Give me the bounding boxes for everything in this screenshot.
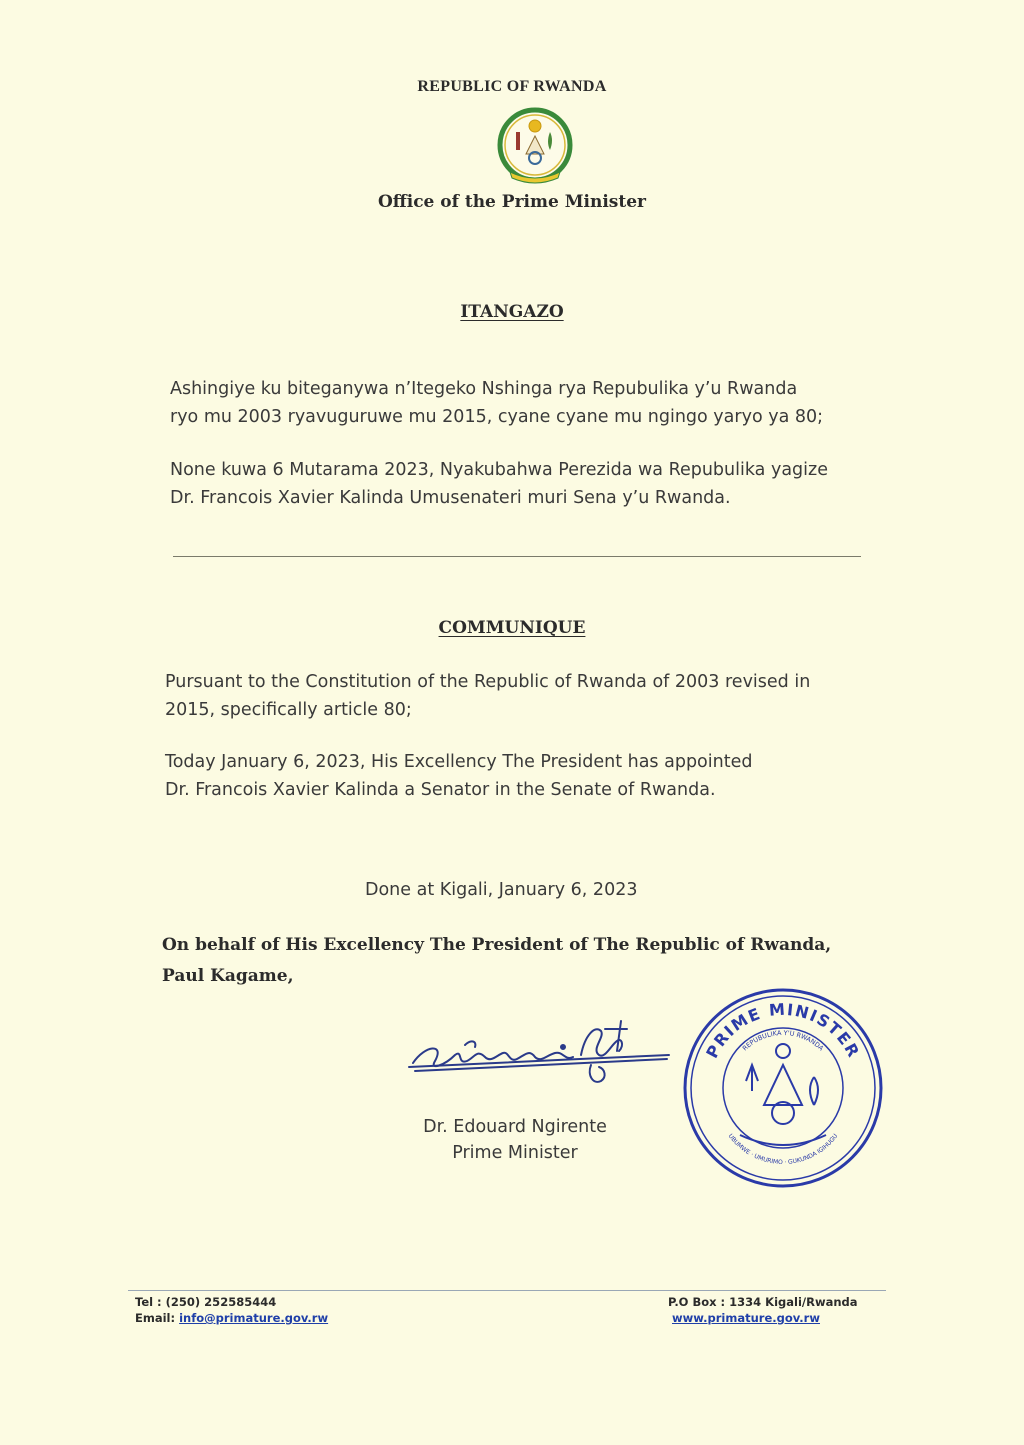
footer-email-line — [135, 1310, 328, 1326]
footer-website-link[interactable]: www.primature.gov.rw — [672, 1311, 820, 1325]
itangazo-paragraph-1 — [170, 375, 900, 431]
section-divider — [173, 556, 861, 557]
text-line: Ashingiye ku biteganywa n’Itegeko Nshinga rya Repubulika y’u Rwanda — [170, 379, 798, 399]
footer-email-link[interactable]: info@primature.gov.rw — [179, 1311, 329, 1325]
itangazo-paragraph-2 — [170, 456, 900, 512]
on-behalf-block — [162, 930, 902, 992]
text-line: Dr. Francois Xavier Kalinda a Senator in the Senate of Rwanda. — [165, 780, 716, 800]
itangazo-heading: ITANGAZO — [460, 302, 564, 322]
footer-address — [668, 1294, 858, 1326]
footer-email-label: Email: — [135, 1311, 180, 1325]
signature-icon — [405, 1005, 675, 1100]
text-line: None kuwa 6 Mutarama 2023, Nyakubahwa Perezida wa Repubulika yagize — [170, 460, 828, 480]
footer-tel: Tel : (250) 252585444 — [135, 1295, 277, 1309]
text-line: Dr. Francois Xavier Kalinda Umusenateri muri Sena y’u Rwanda. — [170, 488, 731, 508]
stamp-emblem-icon — [740, 1044, 826, 1145]
stamp-top-text: PRIME MINISTER — [702, 999, 864, 1062]
text-line: Pursuant to the Constitution of the Republic of Rwanda of 2003 revised in — [165, 672, 811, 692]
stamp-bottom-text: UBUMWE · UMURIMO · GUKUNDA IGIHUGU — [726, 1132, 840, 1167]
text-line: 2015, specifically article 80; — [165, 700, 412, 720]
text-line: Paul Kagame, — [162, 966, 294, 986]
signer-title: Prime Minister — [452, 1143, 578, 1163]
country-name: REPUBLIC OF RWANDA — [417, 78, 607, 95]
svg-text:REPUBULIKA Y'U RWANDA — [741, 1029, 826, 1053]
stamp-inner-text: REPUBULIKA Y'U RWANDA — [740, 1028, 826, 1053]
svg-text:UBUMWE · UMURIMO · GUKUNDA IGI — [727, 1133, 840, 1166]
communique-paragraph-2 — [165, 748, 895, 804]
done-at-line: Done at Kigali, January 6, 2023 — [365, 880, 638, 900]
footer-po-box: P.O Box : 1334 Kigali/Rwanda — [668, 1295, 858, 1309]
footer-divider — [128, 1290, 886, 1291]
communique-paragraph-1 — [165, 668, 895, 724]
official-stamp — [680, 985, 886, 1191]
rwanda-coat-of-arms-icon — [496, 106, 574, 190]
footer-contact — [135, 1294, 328, 1326]
text-line: On behalf of His Excellency The President of The Republic of Rwanda, — [162, 935, 832, 955]
signer-name: Dr. Edouard Ngirente — [423, 1117, 607, 1137]
text-line: ryo mu 2003 ryavuguruwe mu 2015, cyane cyane mu ngingo yaryo ya 80; — [170, 407, 824, 427]
communique-heading: COMMUNIQUE — [438, 618, 586, 638]
text-line: Today January 6, 2023, His Excellency The President has appointed — [165, 752, 753, 772]
office-title: Office of the Prime Minister — [377, 192, 647, 212]
